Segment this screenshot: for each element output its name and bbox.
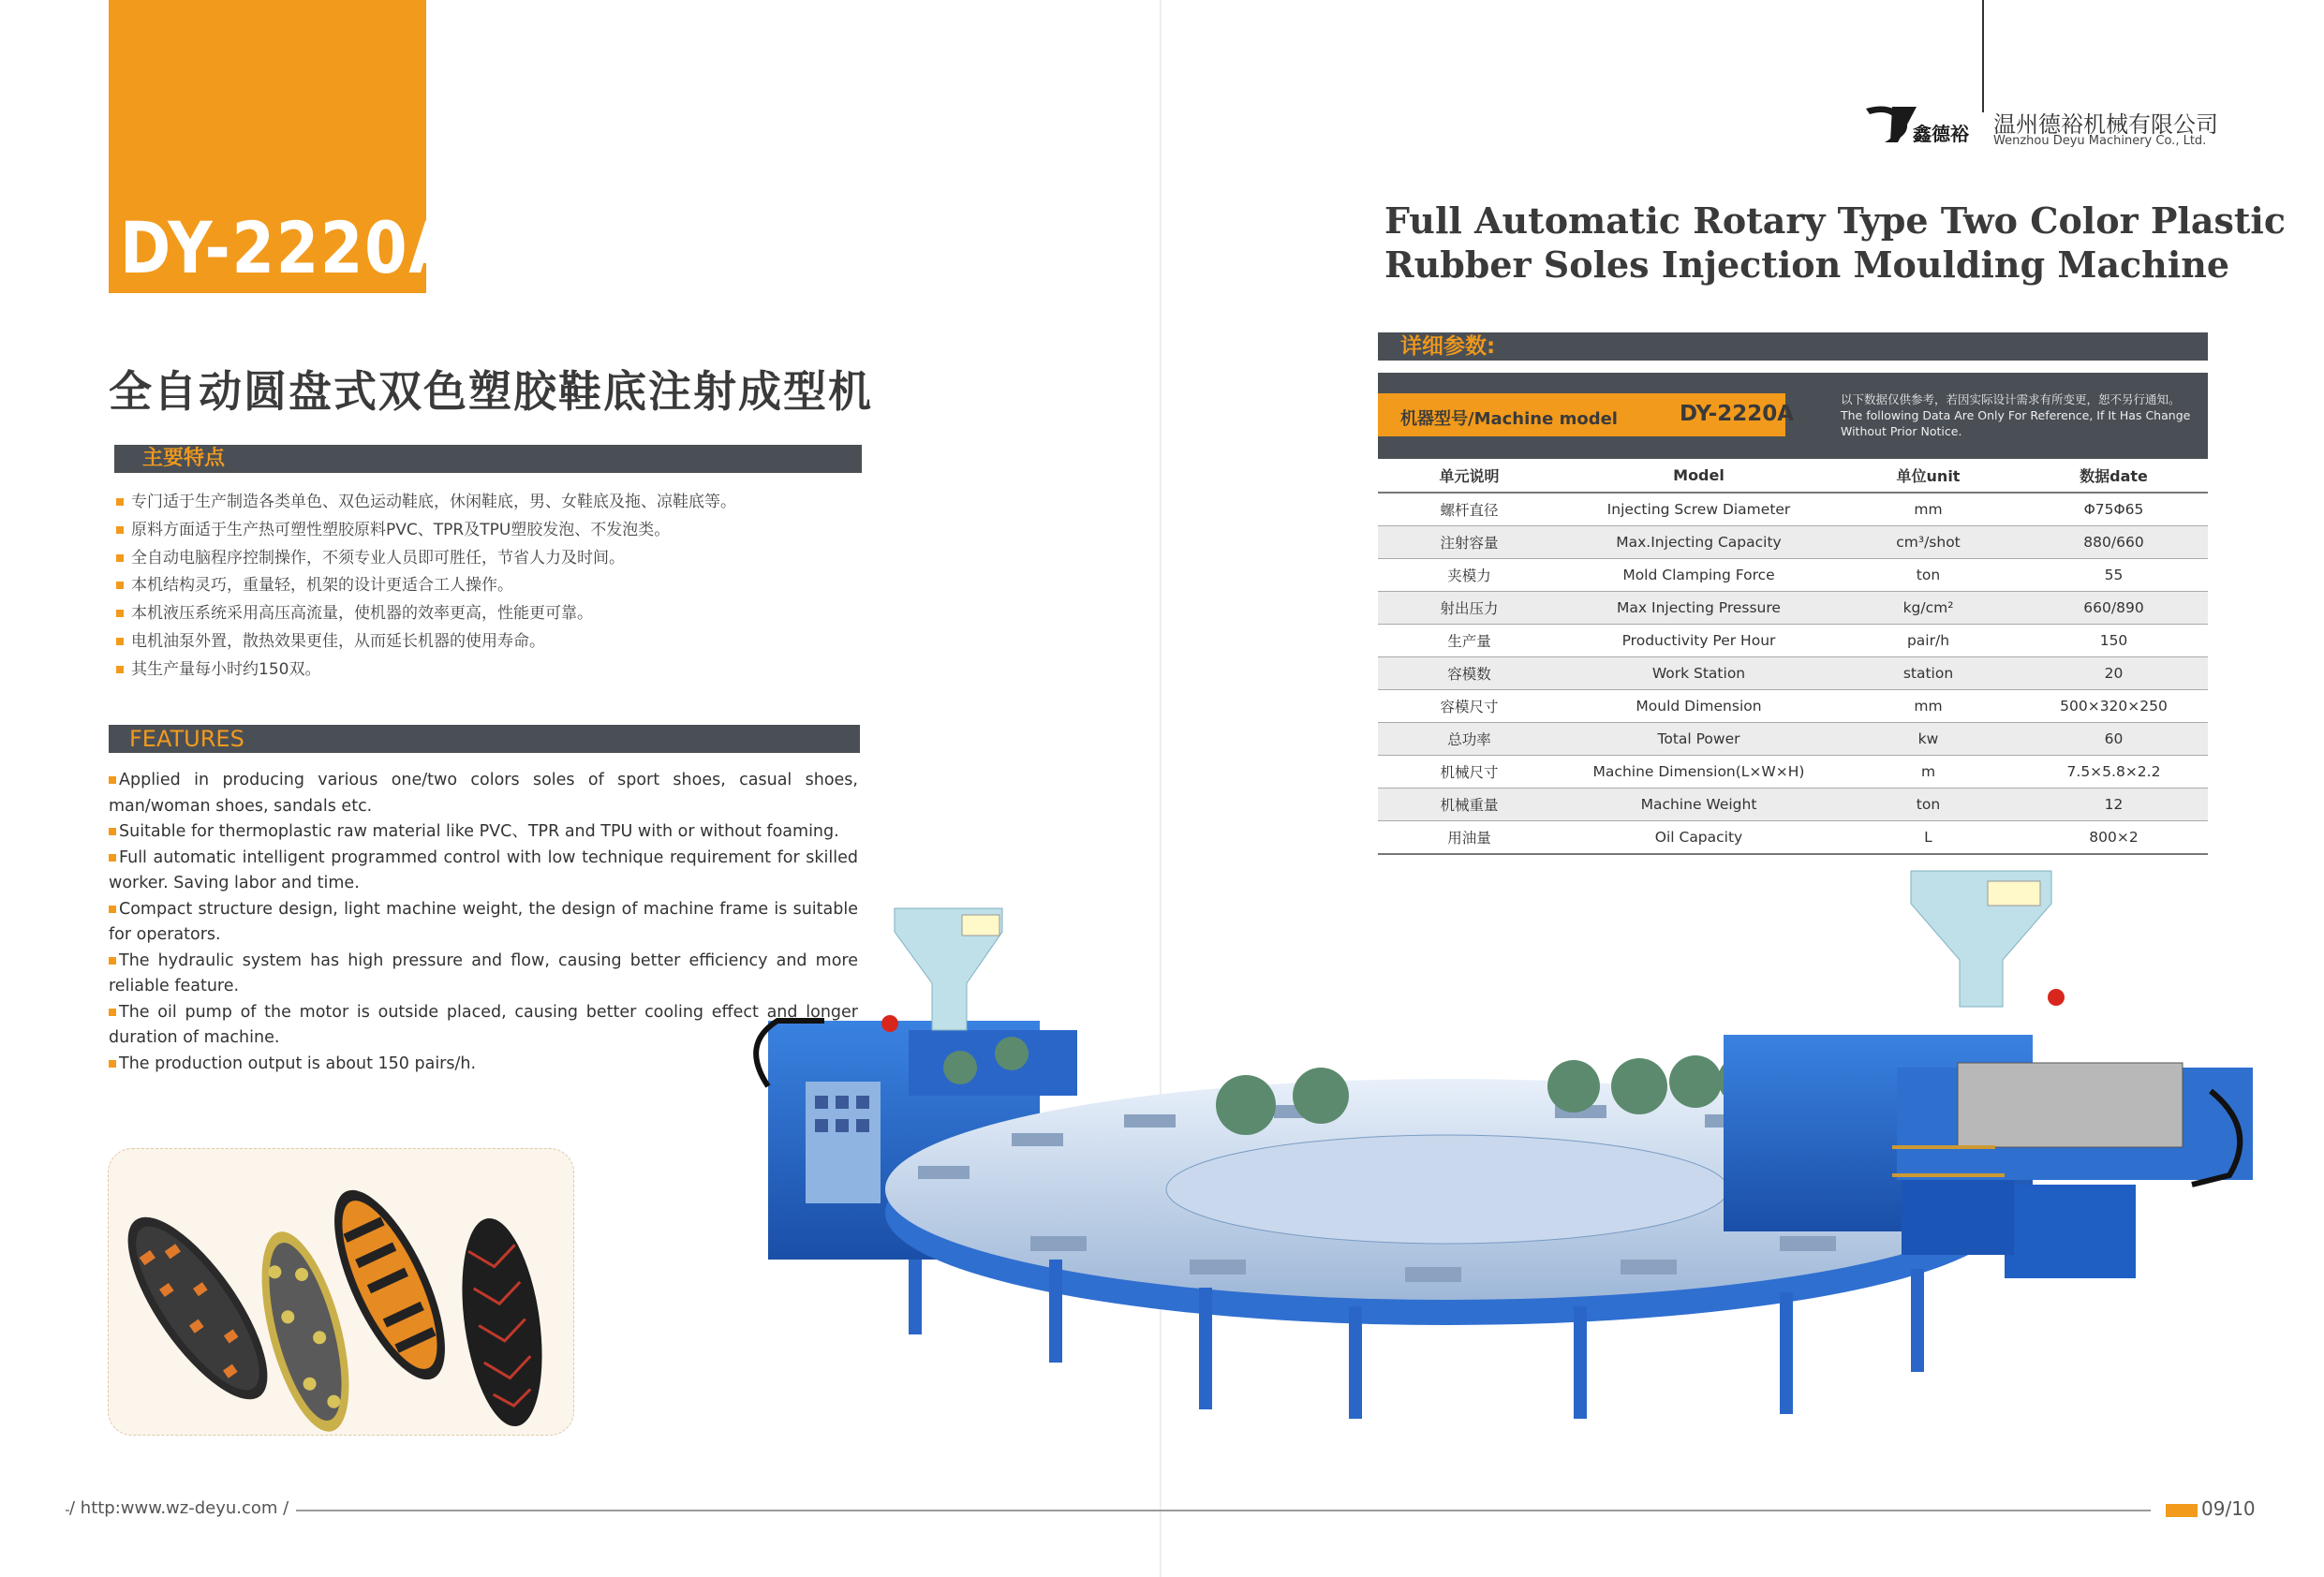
list-item: 全自动电脑程序控制操作，不须专业人员即可胜任，节省人力及时间。 [116,545,866,573]
header-description: 单元说明 [1378,459,1561,493]
list-item: 本机结构灵巧，重量轻，机架的设计更适合工人操作。 [116,572,866,600]
logo-brand: 鑫德裕 [1913,123,1969,145]
page-title-cn: 全自动圆盘式双色塑胶鞋底注射成型机 [109,366,873,417]
warning-lamp-icon [881,1015,898,1032]
list-item: 专门适于生产制造各类单色、双色运动鞋底，休闲鞋底，男、女鞋底及拖、凉鞋底等。 [116,489,866,517]
table-row: 螺杆直径 Injecting Screw Diameter mm Φ75Φ65 [1378,493,2208,526]
header-data: 数据date [2020,459,2208,493]
list-item: Applied in producing various one/two colors soles of sport shoes, casual shoes, man/woman shoes, sandals etc. [109,771,858,816]
table-row: 总功率 Total Power kw 60 [1378,723,2208,756]
spec-heading-bar [1378,332,2208,361]
deyu-logo-icon [1864,99,1976,148]
table-row: 容模尺寸 Mould Dimension mm 500×320×250 [1378,690,2208,723]
logo-divider [1982,0,1984,112]
table-row: 用油量 Oil Capacity L 800×2 [1378,821,2208,855]
shoe-soles-illustration [109,1149,573,1435]
features-cn-bar [114,445,862,473]
list-item: Suitable for thermoplastic raw material like PVC、TPR and TPU with or without foaming. [109,819,858,846]
machine-model-row [1378,373,2208,459]
machine-model-label: 机器型号/Machine model [1400,409,1618,429]
table-row: 生产量 Productivity Per Hour pair/h 150 [1378,625,2208,657]
model-number: DY-2220A [120,206,458,289]
injection-machine-image [749,866,2257,1503]
list-item: The oil pump of the motor is outside placed, causing better cooling effect and longer duration of machine. [109,1002,858,1047]
list-item: Full automatic intelligent programmed control with low technique requirement for skilled worker. Saving labor and time. [109,847,858,892]
features-en-bar [109,725,860,753]
list-item: 其生产量每小时约150双。 [116,656,866,685]
table-header-row [1378,459,2208,493]
footer-url[interactable]: / http:www.wz-deyu.com / [69,1498,296,1518]
table-row: 机械尺寸 Machine Dimension(L×W×H) m 7.5×5.8×2.2 [1378,756,2208,788]
table-row: 夹模力 Mold Clamping Force ton 55 [1378,559,2208,592]
features-en-heading: FEATURES [129,726,244,752]
warning-lamp-icon [2048,989,2065,1006]
list-item: 原料方面适于生产热可塑性塑胶原料PVC、TPR及TPU塑胶发泡、不发泡类。 [116,517,866,545]
table-row: 射出压力 Max Injecting Pressure kg/cm² 660/890 [1378,592,2208,625]
list-item: 电机油泵外置，散热效果更佳，从而延长机器的使用寿命。 [116,628,866,656]
page-marker-icon [2166,1504,2198,1517]
spec-table [1378,459,2208,855]
page-number: 09/10 [2166,1497,2256,1520]
features-en-list [109,768,858,1077]
company-name-cn: 温州德裕机械有限公司 [1993,111,2218,138]
header-model: Model [1561,459,1837,493]
table-row: 注射容量 Max.Injecting Capacity cm³/shot 880/660 [1378,526,2208,559]
list-item: The hydraulic system has high pressure and flow, causing better efficiency and more reliable feature. [109,951,858,995]
reference-note: 以下数据仅供参考，若因实际设计需求有所变更，恕不另行通知。The following Data Are Only For Reference, If It Has Change Without Prior Notice. [1841,392,2191,438]
title-line-2: Rubber Soles Injection Moulding Machine [1384,243,2230,286]
company-name-en: Wenzhou Deyu Machinery Co., Ltd. [1993,134,2207,148]
list-item: 本机液压系统采用高压高流量，使机器的效率更高，性能更可靠。 [116,600,866,628]
machine-model-value: DY-2220A [1680,402,1795,426]
clamping-mechanism [1958,1063,2183,1147]
title-line-1: Full Automatic Rotary Type Two Color Plastic [1384,199,2286,242]
list-item: The production output is about 150 pairs/h. [109,1052,858,1078]
shoe-soles-image [108,1148,574,1436]
footer-rule [66,1510,2151,1511]
features-cn-heading: 主要特点 [142,447,226,470]
list-item: Compact structure design, light machine weight, the design of machine frame is suitable for operators. [109,899,858,944]
table-row: 容模数 Work Station station 20 [1378,657,2208,690]
features-cn-list [116,489,866,685]
header-unit: 单位unit [1837,459,2020,493]
spec-heading: 详细参数: [1400,334,1496,359]
table-row: 机械重量 Machine Weight ton 12 [1378,788,2208,821]
motor [2005,1185,2136,1278]
page-title-en [1384,199,2286,287]
